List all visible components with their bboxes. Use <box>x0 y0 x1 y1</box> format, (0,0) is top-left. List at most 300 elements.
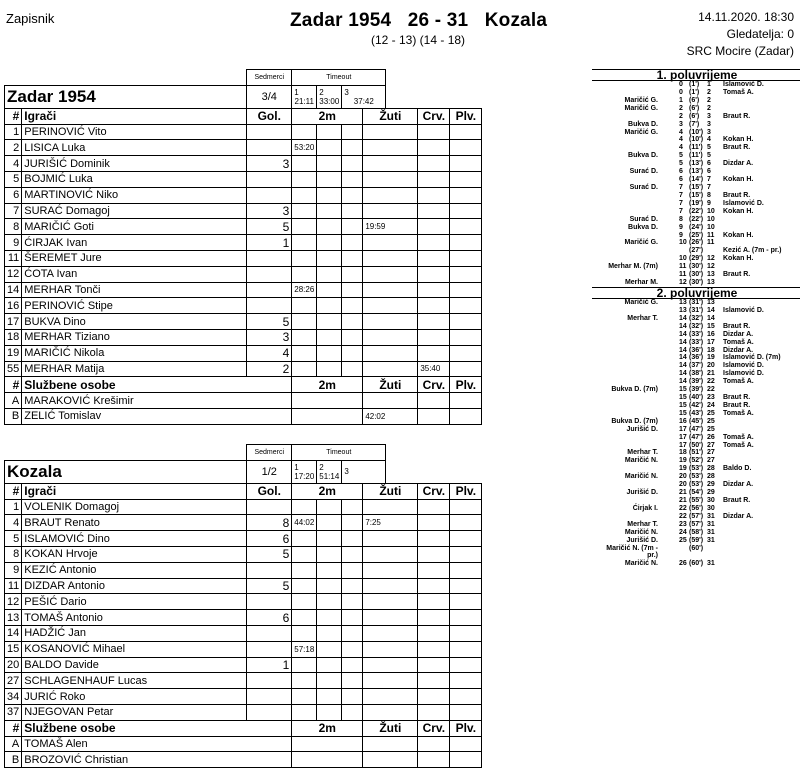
player-2min-2 <box>317 203 342 219</box>
away-score: 13 <box>707 271 715 279</box>
away-score: 13 <box>707 279 715 287</box>
player-2min-2 <box>317 329 342 345</box>
half1-title: 1. poluvrijeme <box>592 69 800 81</box>
event-minute: (42') <box>689 401 704 409</box>
player-red <box>418 499 450 515</box>
col-players-header: Igrači <box>22 483 247 499</box>
home-score: 7 <box>679 191 683 199</box>
home-score: 15 <box>679 386 687 394</box>
team-name-row <box>5 85 482 108</box>
away-scorer: Kokan H. <box>723 231 754 239</box>
player-goals: 3 <box>247 156 292 172</box>
home-score: 20 <box>679 481 687 489</box>
player-name: MERHAR Matija <box>22 361 247 377</box>
home-scorer: Merhar M. (7m) <box>608 263 658 271</box>
player-name: BOJMIĆ Luka <box>22 171 247 187</box>
player-blue <box>450 298 482 314</box>
player-2min-1 <box>292 235 317 251</box>
goal-event-row <box>592 362 800 370</box>
event-minute: (30') <box>689 263 704 271</box>
goal-event-row <box>592 105 800 113</box>
timeout-label: Timeout <box>292 445 386 461</box>
col-number-header: # <box>5 483 22 499</box>
player-blue <box>450 235 482 251</box>
event-minute: (6') <box>689 112 700 120</box>
player-yellow <box>363 156 418 172</box>
player-name: BRAUT Renato <box>22 515 247 531</box>
event-minute: (1') <box>689 81 700 88</box>
player-goals <box>247 673 292 689</box>
player-yellow <box>363 171 418 187</box>
official-yellow <box>363 752 418 768</box>
away-score: 2 <box>707 96 711 104</box>
away-score: 18 <box>707 346 715 354</box>
player-yellow <box>363 673 418 689</box>
away-scorer: Tomaš A. <box>723 338 754 346</box>
player-blue <box>450 673 482 689</box>
player-number: 14 <box>5 282 22 298</box>
official-row <box>5 752 482 768</box>
player-yellow <box>363 329 418 345</box>
away-scorer: Kokan H. <box>723 255 754 263</box>
goal-event-row <box>592 184 800 192</box>
away-score: 25 <box>707 417 715 425</box>
away-scorer: Islamović D. <box>723 370 764 378</box>
col-number-header: # <box>5 720 22 736</box>
event-minute: (39') <box>689 386 704 394</box>
player-red <box>418 657 450 673</box>
away-score: 31 <box>707 512 715 520</box>
player-number: 11 <box>5 578 22 594</box>
home-score: 14 <box>679 338 687 346</box>
timeout-time: 21:11 <box>294 96 314 106</box>
player-2min-1 <box>292 625 317 641</box>
goal-event-row <box>592 410 800 418</box>
player-goals: 5 <box>247 578 292 594</box>
player-name: DIZDAR Antonio <box>22 578 247 594</box>
official-red <box>418 752 450 768</box>
away-scorer: Islamović D. (7m) <box>723 354 781 362</box>
player-number: 8 <box>5 546 22 562</box>
col-blue-header: Plv. <box>450 720 482 736</box>
home-score: 7 <box>679 183 683 191</box>
player-number: 4 <box>5 515 22 531</box>
player-2min-3 <box>342 610 363 626</box>
home-score: 17 <box>679 425 687 433</box>
player-2min-1 <box>292 704 317 720</box>
event-minute: (22') <box>689 207 704 215</box>
away-score: 1 <box>707 81 711 88</box>
player-2min-3 <box>342 625 363 641</box>
official-2min <box>292 736 363 752</box>
official-2min <box>292 393 363 409</box>
home-score: 14 <box>679 370 687 378</box>
away-score: 24 <box>707 401 715 409</box>
player-yellow <box>363 562 418 578</box>
home-scorer: Bukva D. (7m) <box>611 417 658 425</box>
half-scores: (12 - 13) (14 - 18) <box>371 33 466 47</box>
away-scorer: Braut R. <box>723 191 751 199</box>
player-2min-3 <box>342 578 363 594</box>
goal-event-row <box>592 449 800 457</box>
goal-event-row <box>592 239 800 247</box>
player-2min-2 <box>317 610 342 626</box>
officials-header-row <box>5 720 482 736</box>
player-goals <box>247 187 292 203</box>
player-name: JURIĆ Roko <box>22 689 247 705</box>
timeout-number: 1 <box>294 462 299 472</box>
player-row <box>5 531 482 547</box>
home-score: 25 <box>679 536 687 544</box>
half2-title: 2. poluvrijeme <box>592 287 800 299</box>
player-name: NJEGOVAN Petar <box>22 704 247 720</box>
player-number: 18 <box>5 329 22 345</box>
away-scorer: Kokan H. <box>723 207 754 215</box>
timeout-slot-3 <box>342 85 386 108</box>
officials-header: Službene osobe <box>22 377 292 393</box>
player-2min-2 <box>317 266 342 282</box>
goal-event-row <box>592 299 800 307</box>
away-score: 12 <box>707 255 715 263</box>
col-2min-header: 2m <box>292 377 363 393</box>
player-yellow <box>363 499 418 515</box>
player-row <box>5 124 482 140</box>
player-row <box>5 156 482 172</box>
goal-event-row <box>592 176 800 184</box>
sevens-value: 3/4 <box>247 85 292 108</box>
player-blue <box>450 156 482 172</box>
blank-cell <box>386 460 450 483</box>
away-score: 23 <box>707 394 715 402</box>
col-players-header: Igrači <box>22 108 247 124</box>
player-2min-3 <box>342 124 363 140</box>
player-row <box>5 562 482 578</box>
player-row <box>5 282 482 298</box>
player-red <box>418 515 450 531</box>
goal-event-row <box>592 386 800 394</box>
officials-header: Službene osobe <box>22 720 292 736</box>
player-name: PERINOVIĆ Vito <box>22 124 247 140</box>
away-score: 3 <box>707 128 711 136</box>
official-name: MARAKOVIĆ Krešimir <box>22 393 292 409</box>
player-row <box>5 203 482 219</box>
goal-event-row <box>592 315 800 323</box>
home-score: 14 <box>679 378 687 386</box>
sevens-label: Sedmerci <box>247 70 292 86</box>
player-2min-2 <box>317 250 342 266</box>
away-score: 10 <box>707 223 715 231</box>
player-blue <box>450 689 482 705</box>
player-number: 19 <box>5 345 22 361</box>
goal-event-row <box>592 402 800 410</box>
player-yellow <box>363 361 418 377</box>
away-scorer: Dizdar A. <box>723 330 754 338</box>
away-score: 29 <box>707 489 715 497</box>
player-blue <box>450 187 482 203</box>
home-score: 6 <box>679 168 683 176</box>
home-scorer: Jurišić D. <box>626 536 658 544</box>
event-minute: (59') <box>689 536 704 544</box>
player-red <box>418 156 450 172</box>
away-scorer: Islamović D. <box>723 306 764 314</box>
away-scorer: Braut R. <box>723 271 751 279</box>
official-2min <box>292 408 363 424</box>
player-name: MERHAR Tonči <box>22 282 247 298</box>
goal-event-row <box>592 307 800 315</box>
goal-event-row <box>592 168 800 176</box>
goal-event-row <box>592 279 800 287</box>
home-score: 11 <box>679 271 687 279</box>
away-score: 10 <box>707 215 715 223</box>
player-red <box>418 187 450 203</box>
goal-event-row <box>592 152 800 160</box>
goal-event-row <box>592 442 800 450</box>
event-minute: (32') <box>689 314 704 322</box>
away-scorer: Dizdar A. <box>723 160 754 168</box>
document-type-label: Zapisnik <box>6 11 55 26</box>
home-score: 9 <box>679 231 683 239</box>
player-goals: 5 <box>247 546 292 562</box>
sevens-value: 1/2 <box>247 460 292 483</box>
timeout-number: 3 <box>344 87 349 97</box>
player-2min-1: 28:26 <box>292 282 317 298</box>
goal-event-row <box>592 208 800 216</box>
player-blue <box>450 531 482 547</box>
official-name: BROZOVIĆ Christian <box>22 752 292 768</box>
event-minute: (15') <box>689 183 704 191</box>
blank-cell <box>386 445 482 461</box>
away-scorer: Tomaš A. <box>723 433 754 441</box>
col-2min-header: 2m <box>292 483 363 499</box>
player-yellow <box>363 314 418 330</box>
goal-event-row <box>592 136 800 144</box>
blank-cell <box>5 445 247 461</box>
match-date: 14.11.2020. 18:30 <box>698 10 794 24</box>
home-scorer: Merhar T. <box>627 314 658 322</box>
home-scorer: Ćirjak I. <box>632 504 658 512</box>
player-red <box>418 329 450 345</box>
player-name: ISLAMOVIĆ Dino <box>22 531 247 547</box>
player-blue <box>450 546 482 562</box>
away-score: 14 <box>707 306 715 314</box>
event-minute: (31') <box>689 306 704 314</box>
player-row <box>5 499 482 515</box>
player-goals <box>247 266 292 282</box>
player-2min-1 <box>292 531 317 547</box>
player-2min-3 <box>342 641 363 657</box>
player-2min-2 <box>317 124 342 140</box>
away-scorer: Braut R. <box>723 112 751 120</box>
player-name: KOSANOVIĆ Mihael <box>22 641 247 657</box>
player-blue <box>450 266 482 282</box>
player-2min-3 <box>342 266 363 282</box>
player-2min-3 <box>342 314 363 330</box>
player-goals <box>247 171 292 187</box>
away-score: 29 <box>707 481 715 489</box>
player-name: VOLENIK Domagoj <box>22 499 247 515</box>
event-minute: (56') <box>689 504 704 512</box>
away-scorer: Dizdar A. <box>723 512 754 520</box>
player-blue <box>450 562 482 578</box>
player-red <box>418 546 450 562</box>
player-red <box>418 625 450 641</box>
col-yellow-header: Žuti <box>363 377 418 393</box>
player-2min-2 <box>317 625 342 641</box>
event-minute: (39') <box>689 378 704 386</box>
event-minute: (58') <box>689 528 704 536</box>
goal-event-row <box>592 271 800 279</box>
goal-event-row <box>592 81 800 89</box>
home-score: 15 <box>679 401 687 409</box>
event-minute: (6') <box>689 96 700 104</box>
event-minute: (24') <box>689 223 704 231</box>
event-minute: (13') <box>689 160 704 168</box>
player-number: 55 <box>5 361 22 377</box>
home-scorer: Maričić G. <box>624 96 658 104</box>
team2-table <box>4 444 482 768</box>
away-score: 27 <box>707 457 715 465</box>
goal-event-row <box>592 473 800 481</box>
player-blue <box>450 578 482 594</box>
player-red <box>418 124 450 140</box>
player-red: 35:40 <box>418 361 450 377</box>
home-score: 8 <box>679 215 683 223</box>
event-minute: (7') <box>689 120 700 128</box>
official-letter: B <box>5 752 22 768</box>
goal-event-row <box>592 481 800 489</box>
player-goals: 4 <box>247 345 292 361</box>
player-2min-2 <box>317 361 342 377</box>
player-2min-1 <box>292 219 317 235</box>
player-row <box>5 250 482 266</box>
official-blue <box>450 736 482 752</box>
player-blue <box>450 140 482 156</box>
event-minute: (30') <box>689 271 704 279</box>
player-2min-3 <box>342 156 363 172</box>
player-yellow <box>363 578 418 594</box>
event-minute: (15') <box>689 191 704 199</box>
player-row <box>5 314 482 330</box>
goal-event-row <box>592 89 800 97</box>
official-yellow <box>363 736 418 752</box>
away-score: 15 <box>707 322 715 330</box>
home-score: 5 <box>679 160 683 168</box>
player-number: 12 <box>5 594 22 610</box>
event-minute: (36') <box>689 354 704 362</box>
blank-cell <box>5 70 247 86</box>
away-score: 6 <box>707 168 711 176</box>
home-score: 13 <box>679 298 687 306</box>
player-2min-1: 44:02 <box>292 515 317 531</box>
player-number: 6 <box>5 187 22 203</box>
event-minute: (47') <box>689 425 704 433</box>
player-yellow <box>363 250 418 266</box>
player-2min-3 <box>342 282 363 298</box>
player-2min-2 <box>317 219 342 235</box>
player-2min-2 <box>317 657 342 673</box>
away-score: 25 <box>707 409 715 417</box>
player-2min-3 <box>342 594 363 610</box>
official-red <box>418 393 450 409</box>
away-score: 30 <box>707 504 715 512</box>
event-minute: (11') <box>689 152 703 160</box>
player-2min-2 <box>317 594 342 610</box>
away-score: 11 <box>707 231 715 239</box>
player-2min-2 <box>317 531 342 547</box>
player-goals: 8 <box>247 515 292 531</box>
home-score: 15 <box>679 394 687 402</box>
home-score: 26 <box>679 560 687 568</box>
player-2min-3 <box>342 187 363 203</box>
player-yellow <box>363 345 418 361</box>
player-row <box>5 641 482 657</box>
timeout-slot-2 <box>317 460 342 483</box>
player-name: ĆIRJAK Ivan <box>22 235 247 251</box>
goal-event-row <box>592 113 800 121</box>
player-number: 2 <box>5 140 22 156</box>
player-name: HADŽIĆ Jan <box>22 625 247 641</box>
player-number: 1 <box>5 124 22 140</box>
away-scorer: Kokan H. <box>723 176 754 184</box>
player-red <box>418 282 450 298</box>
player-number: 13 <box>5 610 22 626</box>
timeout-time: 17:20 <box>294 471 315 481</box>
home-score: 24 <box>679 528 687 536</box>
timeout-slot-2 <box>317 85 342 108</box>
player-yellow: 19:59 <box>363 219 418 235</box>
away-scorer: Braut R. <box>723 401 751 409</box>
player-2min-3 <box>342 329 363 345</box>
player-name: PERINOVIĆ Stipe <box>22 298 247 314</box>
event-minute: (31') <box>689 298 704 306</box>
home-score: 0 <box>679 88 683 96</box>
goal-event-row <box>592 129 800 137</box>
event-minute: (11') <box>689 144 703 152</box>
away-scorer: Tomaš A. <box>723 378 754 386</box>
player-number: 9 <box>5 562 22 578</box>
goal-event-row <box>592 552 800 560</box>
event-minute: (36') <box>689 346 704 354</box>
home-score: 9 <box>679 223 683 231</box>
away-score: 13 <box>707 298 715 306</box>
home-scorer: Merhar T. <box>627 520 658 528</box>
timeout-time: 33:00 <box>319 96 340 106</box>
home-score: 14 <box>679 362 687 370</box>
player-2min-2 <box>317 515 342 531</box>
away-score: 8 <box>707 191 711 199</box>
timeout-number: 3 <box>344 467 349 477</box>
player-2min-2 <box>317 345 342 361</box>
home-scorer: Maričić N. (7m - <box>606 544 658 552</box>
player-name: MERHAR Tiziano <box>22 329 247 345</box>
player-number: 4 <box>5 156 22 172</box>
player-yellow: 7:25 <box>363 515 418 531</box>
home-scorer: Maričić N. <box>624 528 658 536</box>
col-blue-header: Plv. <box>450 108 482 124</box>
player-yellow <box>363 657 418 673</box>
player-number: 12 <box>5 266 22 282</box>
goal-event-row <box>592 560 800 568</box>
player-yellow <box>363 235 418 251</box>
event-minute: (29') <box>689 255 704 263</box>
player-red <box>418 171 450 187</box>
player-2min-3 <box>342 673 363 689</box>
home-scorer: Maričić G. <box>624 104 658 112</box>
goal-event-row <box>592 200 800 208</box>
player-blue <box>450 314 482 330</box>
player-number: 34 <box>5 689 22 705</box>
player-blue <box>450 171 482 187</box>
